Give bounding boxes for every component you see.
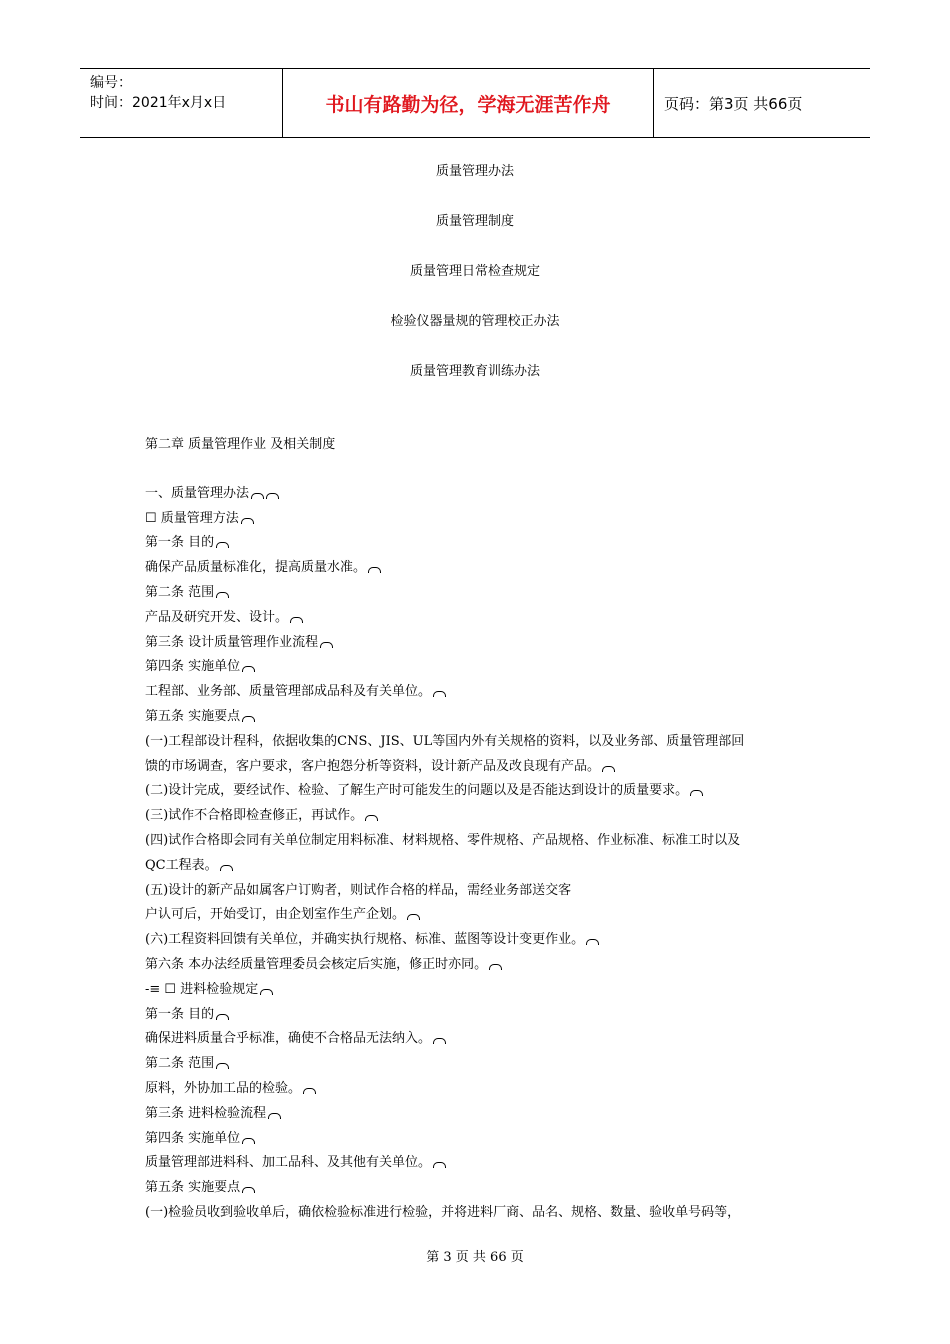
text-line-content: 第四条 实施单位 [145,659,241,675]
paragraph-mark-icon [242,1187,255,1193]
text-line-content: 第一条 目的 [145,535,215,551]
document-time: 时间：2021年x月x日 [90,95,227,111]
paragraph-mark-icon [433,691,446,697]
text-line-content: (二)设计完成，要经试作、检验、了解生产时可能发生的问题以及是否能达到设计的质量要求。 [145,783,689,799]
text-line [145,804,835,829]
text-line [145,903,835,928]
paragraph-mark-icon [251,493,264,499]
paragraph-mark-icon [242,666,255,672]
text-line [145,1027,835,1052]
text-line [145,829,835,854]
text-line-content: 户认可后，开始受订，由企划室作生产企划。 [145,907,406,923]
paragraph-mark-icon [586,939,599,945]
text-line-content: (一)检验员收到验收单后，确依检验标准进行检验，并将进料厂商、品名、规格、数量、验收单号码等， [145,1204,741,1220]
paragraph-mark-icon [407,914,420,920]
toc-item: 质量管理办法 [435,164,514,179]
text-line-content: 确保产品质量标准化，提高质量水准。 [145,560,367,576]
text-line-content: QC工程表。 [145,857,218,873]
page-header [80,68,870,138]
text-line [145,631,835,656]
text-line [145,680,835,705]
paragraph-mark-icon [216,592,229,598]
text-line-content: 质量管理部进料科、加工品科、及其他有关单位。 [145,1155,432,1171]
text-line-content: (六)工程资料回馈有关单位，并确实执行规格、标准、蓝图等设计变更作业。 [145,932,585,948]
text-line-content: -≡ ☐ 进料检验规定 [145,981,259,997]
text-line [145,531,835,556]
header-meta [80,69,282,137]
text-line [145,1077,835,1102]
text-line [145,1151,835,1176]
text-line-content: (四)试作合格即会同有关单位制定用料标准、材料规格、零件规格、产品规格、作业标准、标准工时以及 [145,832,741,848]
text-line-content: (一)工程部设计程科，依据收集的CNS、JIS、UL等国内外有关规格的资料，以及业务部、质量管理部回 [145,733,745,749]
text-line-content: 确保进料质量合乎标准，确使不合格品无法纳入。 [145,1031,432,1047]
paragraph-mark-icon [266,493,279,499]
text-line [145,556,835,581]
text-line-content: 第一条 目的 [145,1006,215,1022]
paragraph-mark-icon [216,1063,229,1069]
text-line-content: ☐ 质量管理方法 [145,510,239,526]
text-line [145,854,835,879]
paragraph-lines [145,482,835,1226]
table-of-contents [0,162,950,412]
paragraph-mark-icon [489,964,502,970]
paragraph-mark-icon [268,1113,281,1119]
text-line [145,953,835,978]
text-line [145,879,835,904]
text-line [145,779,835,804]
header-page-info: 页码：第3页 共66页 [664,94,803,113]
text-line-content: 一、质量管理办法 [145,485,250,501]
paragraph-mark-icon [242,716,255,722]
text-line-content: 原料，外协加工品的检验。 [145,1080,302,1096]
toc-item: 质量管理日常检查规定 [409,264,540,279]
document-number-label: 编号： [90,75,132,91]
document-body [145,433,835,1226]
paragraph-mark-icon [303,1088,316,1094]
text-line-content: 第六条 本办法经质量管理委员会核定后实施，修正时亦同。 [145,956,488,972]
paragraph-mark-icon [290,617,303,623]
text-line [145,581,835,606]
paragraph-mark-icon [433,1038,446,1044]
toc-item: 质量管理教育训练办法 [409,364,540,379]
header-motto: 书山有路勤为径，学海无涯苦作舟 [282,69,654,137]
text-line-content: (五)设计的新产品如属客户订购者，则试作合格的样品，需经业务部送交客 [145,882,572,898]
text-line [145,507,835,532]
paragraph-mark-icon [242,1138,255,1144]
text-line-content: 第四条 实施单位 [145,1130,241,1146]
paragraph-mark-icon [368,567,381,573]
text-line [145,1052,835,1077]
paragraph-mark-icon [365,815,378,821]
text-line-content: 馈的市场调查，客户要求，客户抱怨分析等资料，设计新产品及改良现有产品。 [145,758,601,774]
text-line [145,606,835,631]
page-footer: 第 3 页 共 66 页 [426,1250,524,1265]
text-line [145,978,835,1003]
text-line [145,928,835,953]
text-line-content: 第二条 范围 [145,1056,215,1072]
text-line [145,1102,835,1127]
text-line [145,1127,835,1152]
text-line [145,705,835,730]
text-line [145,655,835,680]
text-line-content: 第三条 设计质量管理作业流程 [145,634,319,650]
text-line [145,730,835,755]
paragraph-mark-icon [690,790,703,796]
text-line [145,1176,835,1201]
text-line-content: 第二条 范围 [145,584,215,600]
text-line-content: 产品及研究开发、设计。 [145,609,289,625]
text-line-content: 第五条 实施要点 [145,1180,241,1196]
paragraph-mark-icon [241,518,254,524]
text-line-content: (三)试作不合格即检查修正，再试作。 [145,808,364,824]
text-line [145,1003,835,1028]
text-line [145,482,835,507]
paragraph-mark-icon [433,1162,446,1168]
paragraph-mark-icon [320,642,333,648]
chapter-heading: 第二章 质量管理作业 及相关制度 [145,437,336,452]
text-line [145,755,835,780]
text-line [145,1201,835,1226]
toc-item: 检验仪器量规的管理校正办法 [390,314,560,329]
text-line-content: 工程部、业务部、质量管理部成品科及有关单位。 [145,684,432,700]
text-line-content: 第三条 进料检验流程 [145,1105,267,1121]
paragraph-mark-icon [260,989,273,995]
paragraph-mark-icon [216,542,229,548]
text-line-content: 第五条 实施要点 [145,708,241,724]
paragraph-mark-icon [602,766,615,772]
toc-item: 质量管理制度 [435,214,514,229]
paragraph-mark-icon [216,1014,229,1020]
paragraph-mark-icon [220,865,233,871]
